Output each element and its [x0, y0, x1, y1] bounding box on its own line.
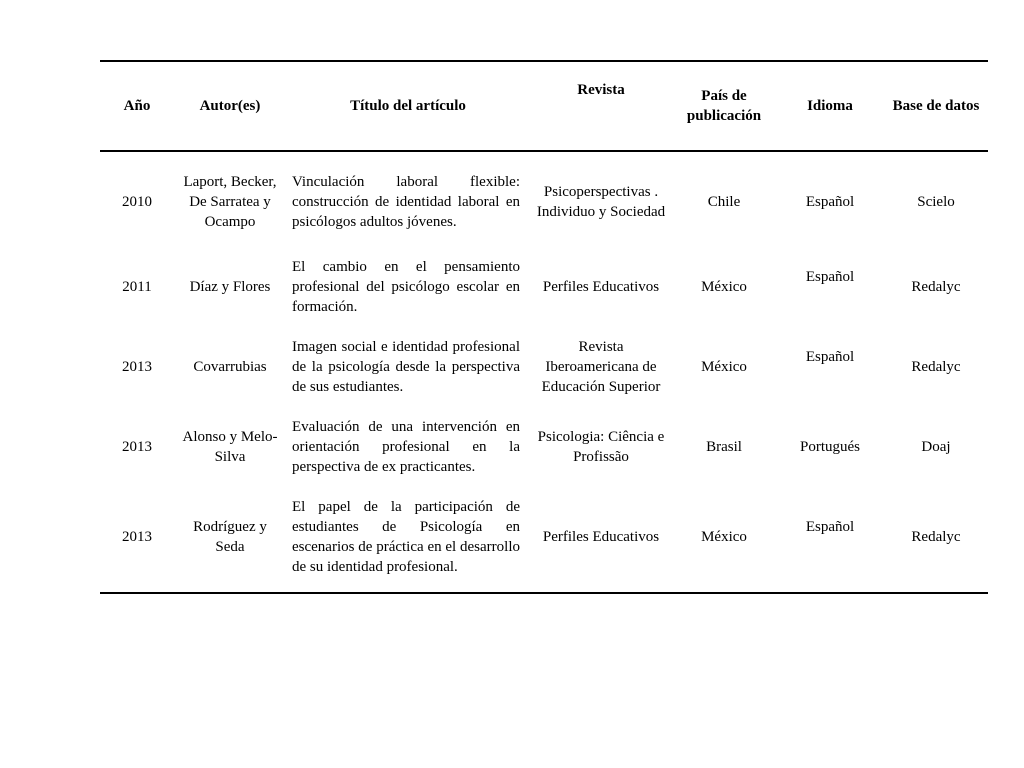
cell-journal: Psicologia: Ciência e Profissão	[537, 429, 665, 465]
cell-year: 2013	[122, 529, 152, 545]
table-row	[100, 412, 988, 482]
cell-database: Doaj	[921, 439, 951, 455]
header-journal: Revista	[577, 82, 625, 98]
cell-database: Redalyc	[911, 359, 961, 375]
cell-title: Vinculación laboral flexible: construcción de identidad laboral en psicólogos adultos jóvenes.	[292, 174, 520, 230]
cell-year: 2013	[122, 359, 152, 375]
cell-authors: Covarrubias	[193, 359, 267, 375]
literature-table	[100, 60, 988, 594]
table-header	[100, 61, 988, 151]
cell-title: Imagen social e identidad profesional de la psicología desde la perspectiva de sus estudiantes.	[292, 339, 520, 395]
header-authors: Autor(es)	[199, 98, 261, 114]
cell-language	[776, 482, 884, 593]
cell-language	[776, 252, 884, 322]
table-row	[100, 252, 988, 322]
cell-journal: Psicoperspectivas . Individuo y Sociedad	[536, 184, 666, 220]
cell-language: Portugués	[800, 439, 860, 455]
cell-title: Evaluación de una intervención en orientación profesional en la perspectiva de ex practicantes.	[292, 419, 520, 475]
literature-table-container	[100, 60, 988, 594]
header-year: Año	[123, 98, 151, 114]
cell-country: México	[701, 529, 747, 545]
cell-journal: Revista Iberoamericana de Educación Superior	[541, 339, 661, 395]
cell-authors: Laport, Becker, De Sarratea y Ocampo	[183, 174, 277, 230]
header-country: País de publicación	[686, 88, 762, 124]
cell-database: Redalyc	[911, 279, 961, 295]
cell-language: Español	[805, 194, 855, 210]
cell-authors: Rodríguez y Seda	[193, 519, 267, 555]
cell-year: 2013	[122, 439, 152, 455]
cell-country: México	[701, 359, 747, 375]
header-row	[100, 61, 988, 151]
cell-country: Chile	[707, 194, 741, 210]
table-row	[100, 482, 988, 593]
cell-authors: Díaz y Flores	[189, 279, 271, 295]
cell-title: El papel de la participación de estudiantes de Psicología en escenarios de práctica en el desarrollo de su identidad profesional.	[292, 499, 520, 575]
cell-authors: Alonso y Melo-Silva	[182, 429, 278, 465]
cell-year: 2011	[122, 279, 152, 295]
cell-country: Brasil	[706, 439, 742, 455]
cell-database: Redalyc	[911, 529, 961, 545]
cell-country: México	[701, 279, 747, 295]
cell-language-text: Español	[805, 519, 855, 535]
cell-year: 2010	[122, 194, 152, 210]
table-row	[100, 322, 988, 412]
cell-title: El cambio en el pensamiento profesional del psicólogo escolar en formación.	[292, 259, 520, 315]
cell-language-text: Español	[805, 269, 855, 285]
table-body	[100, 151, 988, 593]
cell-journal: Perfiles Educativos	[542, 529, 660, 545]
cell-language	[776, 322, 884, 412]
cell-database: Scielo	[917, 194, 955, 210]
cell-language-text: Español	[805, 349, 855, 365]
header-database: Base de datos	[892, 98, 980, 114]
table-row	[100, 151, 988, 252]
header-title: Título del artículo	[350, 98, 466, 114]
cell-journal: Perfiles Educativos	[542, 279, 660, 295]
header-language: Idioma	[807, 98, 853, 114]
